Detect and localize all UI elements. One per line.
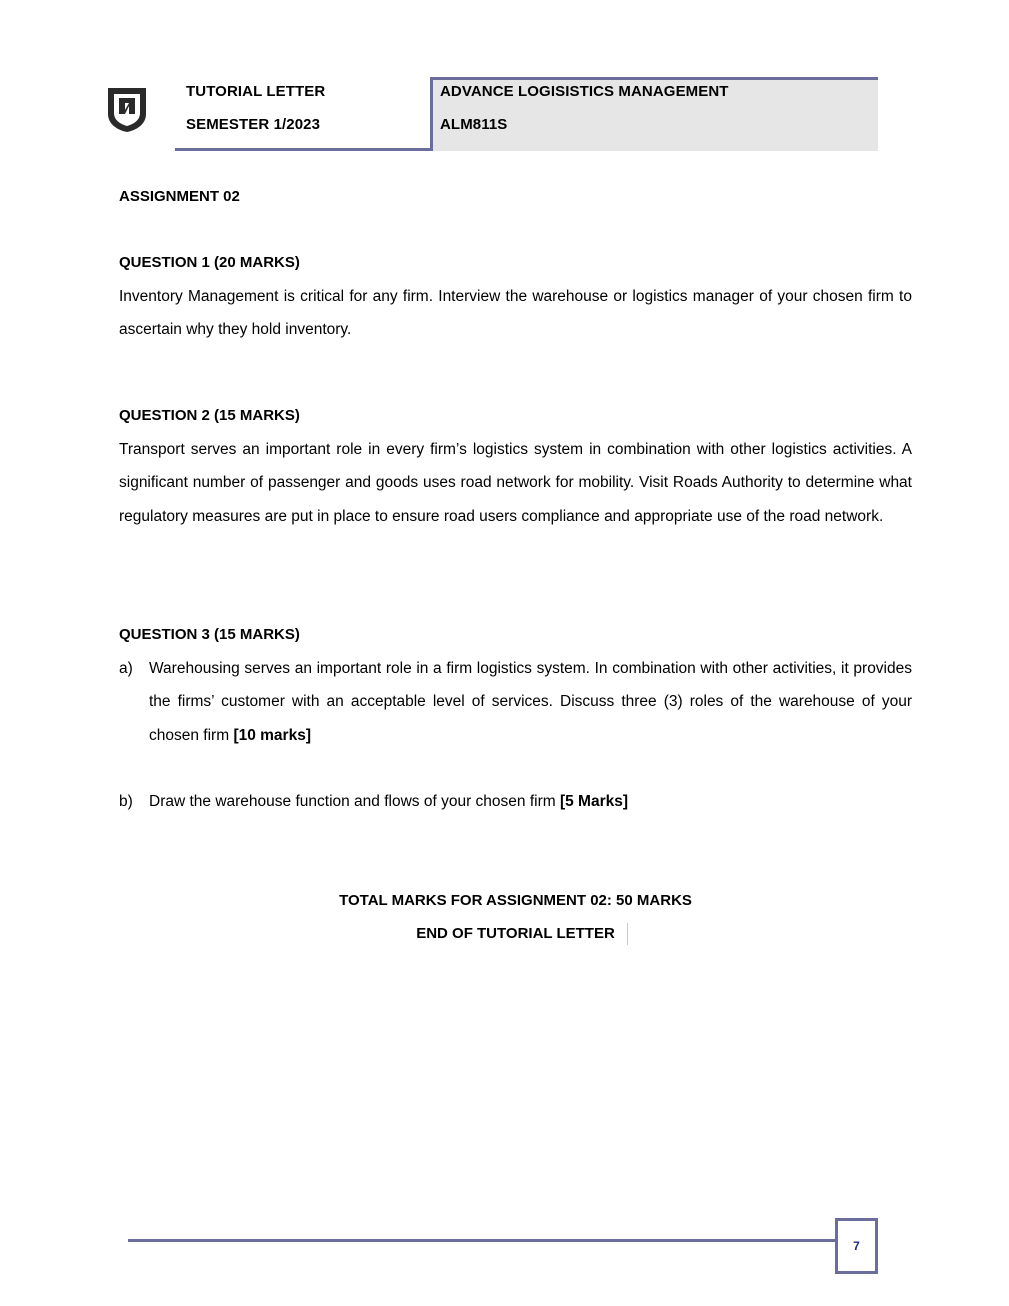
end-of-letter: END OF TUTORIAL LETTER <box>416 925 615 942</box>
semester-label: SEMESTER 1/2023 <box>186 116 321 133</box>
question-3b-text: Draw the warehouse function and flows of your chosen firm <box>149 793 556 810</box>
doc-type-label: TUTORIAL LETTER <box>186 83 326 100</box>
header-left-underline <box>175 148 431 151</box>
question-3-title: QUESTION 3 (15 MARKS) <box>119 626 300 643</box>
question-3b-marker: b) <box>119 793 133 810</box>
question-3a-text: Warehousing serves an important role in a firm logistics system. In combination with other activities, it provides the firms’ customer with an acceptable level of services. Discuss three (3) roles of the warehouse of your chosen firm <box>149 660 912 744</box>
question-1-title: QUESTION 1 (20 MARKS) <box>119 254 300 271</box>
question-3a-marks: [10 marks] <box>233 726 311 744</box>
question-2-title: QUESTION 2 (15 MARKS) <box>119 407 300 424</box>
question-3b-item <box>149 785 912 818</box>
total-marks: TOTAL MARKS FOR ASSIGNMENT 02: 50 MARKS <box>339 892 692 909</box>
assignment-title: ASSIGNMENT 02 <box>119 188 240 205</box>
question-2-text: Transport serves an important role in every firm’s logistics system in combination with other logistics activities. A significant number of passenger and goods uses road network for mobility. Visit Roads Authority to determine what regulatory measures are put in place to ensure road users compliance and appropriate use of the road network. <box>119 441 912 525</box>
page-number-box <box>835 1218 878 1274</box>
question-3b-marks: [5 Marks] <box>559 793 629 810</box>
question-3a-marker: a) <box>119 660 133 677</box>
footer-rule <box>128 1239 837 1242</box>
text-cursor-mark <box>627 923 628 945</box>
course-code: ALM811S <box>440 116 508 133</box>
course-name: ADVANCE LOGISISTICS MANAGEMENT <box>440 83 729 100</box>
page-number: 7 <box>853 1239 860 1253</box>
question-1-text: Inventory Management is critical for any firm. Interview the warehouse or logistics manager of your chosen firm to ascertain why they hold inventory. <box>119 288 912 339</box>
question-3a-item <box>149 652 912 752</box>
university-shield-icon <box>104 84 150 134</box>
